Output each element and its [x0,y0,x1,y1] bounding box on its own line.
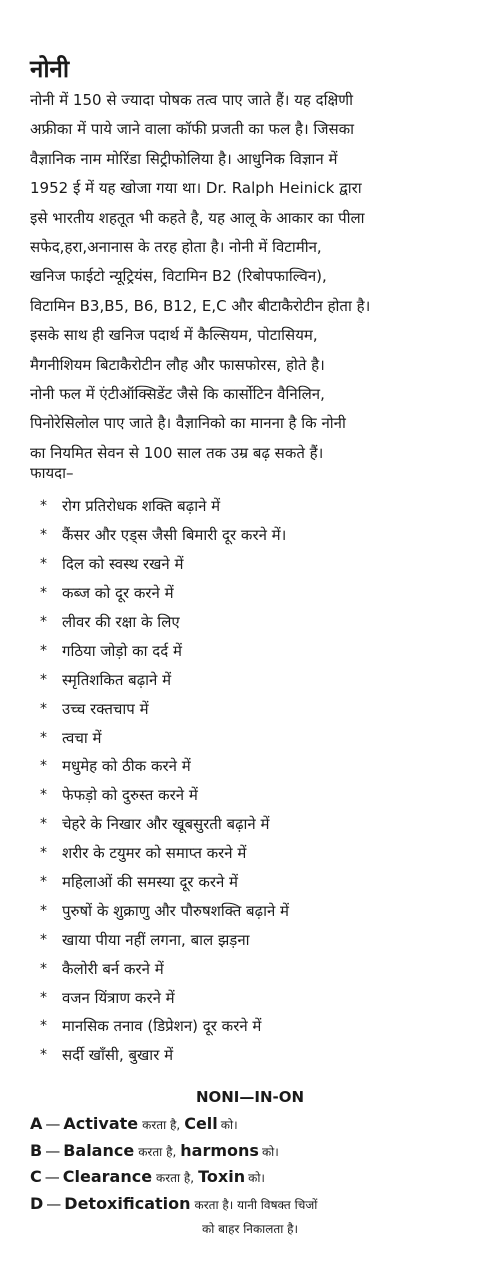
list-item [40,983,480,1012]
acronym-dash: — [45,1115,61,1133]
benefit-text: मानसिक तनाव (डिप्रेशन) दूर करने में [62,1017,262,1036]
acronym-word: Clearance [62,1167,153,1186]
intro-line: मैगनीशियम बिटाकैरोटीन लौह और फासफोरस, होते है। [30,355,325,374]
benefit-text: सर्दी खाँसी, बुखार में [62,1046,174,1065]
list-item [40,492,480,521]
benefit-text: गठिया जोड़ो का दर्द में [62,641,182,660]
asterisk-icon: * [40,960,47,977]
asterisk-icon: * [40,614,47,630]
list-item [40,1012,480,1041]
acronym-word: Balance [63,1140,135,1160]
acronym-suffix: को। [261,1144,279,1159]
intro-line: वैज्ञानिक नाम मोरिंडा सिट्रीफोलिया है। आधुनिक विज्ञान में [30,149,338,168]
list-item [40,868,480,897]
benefits-list [40,492,480,1070]
intro-line: अफ्रीका में पाये जाने वाला कॉफी प्रजती का फल है। जिसका [30,120,354,139]
asterisk-icon: * [40,758,47,775]
benefit-text: खाया पीया नहीं लगना, बाल झड़ना [62,930,250,949]
list-item [40,694,480,723]
acronym-letter: C [30,1167,42,1186]
list-item [40,839,480,868]
intro-line: 1952 ई में यह खोजा गया था। Dr. Ralph Heinick द्वारा [30,179,362,198]
list-item [40,810,480,839]
benefit-text: कैंसर और एड्स जैसी बिमारी दूर करने में। [62,526,287,545]
asterisk-icon: * [40,671,47,688]
benefit-text: रोग प्रतिरोधक शक्ति बढ़ाने में [62,497,221,516]
intro-line: विटामिन B3,B5, B6, B12, E,C और बीटाकैरोटीन होता है। [30,296,371,315]
asterisk-icon: * [40,902,47,919]
benefit-text: महिलाओं की समस्या दूर करने में [62,873,239,892]
acronym-continuation: को बाहर निकालता है। [202,1222,299,1236]
asterisk-icon: * [40,527,47,544]
benefit-text: उच्च रक्तचाप में [62,699,149,718]
asterisk-icon: * [40,700,47,717]
acronym-object: Toxin [198,1167,246,1186]
asterisk-icon: * [40,845,47,862]
acronym-verb: करता है। यानी विषक्त चिजों [194,1197,318,1212]
asterisk-icon: * [40,787,47,804]
benefit-text: लीवर की रक्षा के लिए [62,613,180,631]
benefit-text: चेहरे के निखार और खूबसुरती बढ़ाने में [62,815,270,834]
acronym-verb: करता है, [142,1118,181,1132]
acronym-dash: — [45,1141,61,1160]
acronym-verb: करता है, [138,1144,177,1159]
benefit-text: स्मृतिशकित बढ़ाने में [62,670,172,689]
asterisk-icon: * [40,989,47,1006]
page-title: नोनी [30,55,70,83]
benefit-text: दिल को स्वस्थ रखने में [62,555,184,574]
intro-line: पिनोरेसिलोल पाए जाते है। वैज्ञानिको का मानना है कि नोनी [30,414,346,433]
list-item [40,579,480,608]
list-item [40,550,480,579]
asterisk-icon: * [40,729,47,746]
list-item [40,896,480,925]
asterisk-icon: * [40,498,47,515]
benefit-text: कब्ज को दूर करने में [62,584,174,603]
intro-line: इसे भारतीय शहतूत भी कहते है, यह आलू के आकार का पीला [30,208,365,227]
benefit-text: फेफड़ो को दुरुस्त करने में [62,786,198,805]
acronym-row [30,1194,475,1221]
intro-line: नोनी में 150 से ज्यादा पोषक तत्व पाए जाते हैं। यह दक्षिणी [30,91,354,109]
list-item [40,521,480,550]
intro-line: खनिज फाईटो न्यूट्रियंस, विटामिन B2 (रिबोपफाल्विन), [30,267,327,286]
acronym-letter: D [30,1193,44,1213]
intro-line: का नियमित सेवन से 100 साल तक उम्र बढ़ सकते हैं। [30,443,324,462]
list-item [40,636,480,665]
asterisk-icon: * [40,931,47,948]
asterisk-icon: * [40,1018,47,1035]
intro-line: सफेद,हरा,अनानास के तरह होता है। नोनी में विटामीन, [30,237,322,256]
list-item [40,1041,480,1070]
acronym-row [30,1114,475,1141]
acronym-dash: — [46,1194,62,1213]
acronym-verb: करता है, [156,1171,195,1185]
acronym-row [30,1167,475,1194]
list-item [40,723,480,752]
acronym-object: Cell [184,1114,218,1133]
benefit-text: त्वचा में [62,728,102,747]
benefit-text: पुरुषों के शुक्राणु और पौरुषशक्ति बढ़ाने में [62,901,290,920]
asterisk-icon: * [40,874,47,891]
acronym-suffix: को। [248,1171,265,1185]
asterisk-icon: * [40,556,47,573]
acronym-word: Detoxification [64,1193,191,1213]
intro-line: इसके साथ ही खनिज पदार्थ में कैल्सियम, पोटासियम, [30,326,318,345]
list-item [40,752,480,781]
asterisk-icon: * [40,1047,47,1064]
benefit-text: वजन यिंत्राण करने में [62,988,175,1007]
acronym-object: harmons [180,1140,259,1160]
acronym-list [30,1114,475,1244]
acronym-dash: — [44,1168,60,1186]
asterisk-icon: * [40,642,47,659]
benefit-text: कैलोरी बर्न करने में [62,959,164,978]
list-item [40,954,480,983]
list-item [40,608,480,637]
list-item [40,925,480,954]
asterisk-icon: * [40,816,47,833]
acronym-row [30,1141,475,1168]
noni-acronym-heading: NONI—IN-ON [195,1088,305,1106]
list-item [40,781,480,810]
acronym-word: Activate [63,1114,139,1133]
benefit-text: शरीर के टयुमर को समाप्त करने में [62,844,247,863]
asterisk-icon: * [40,585,47,602]
list-item [40,665,480,694]
intro-line: नोनी फल में एंटीऑक्सिडेंट जैसे कि कार्सोटिन वैनिलिन, [30,384,325,403]
acronym-letter: A [30,1114,43,1133]
benefits-heading: फायदा– [30,464,74,482]
acronym-suffix: को। [220,1118,238,1132]
acronym-letter: B [30,1140,43,1160]
intro-paragraph [30,86,470,468]
benefit-text: मधुमेह को ठीक करने में [62,757,191,776]
